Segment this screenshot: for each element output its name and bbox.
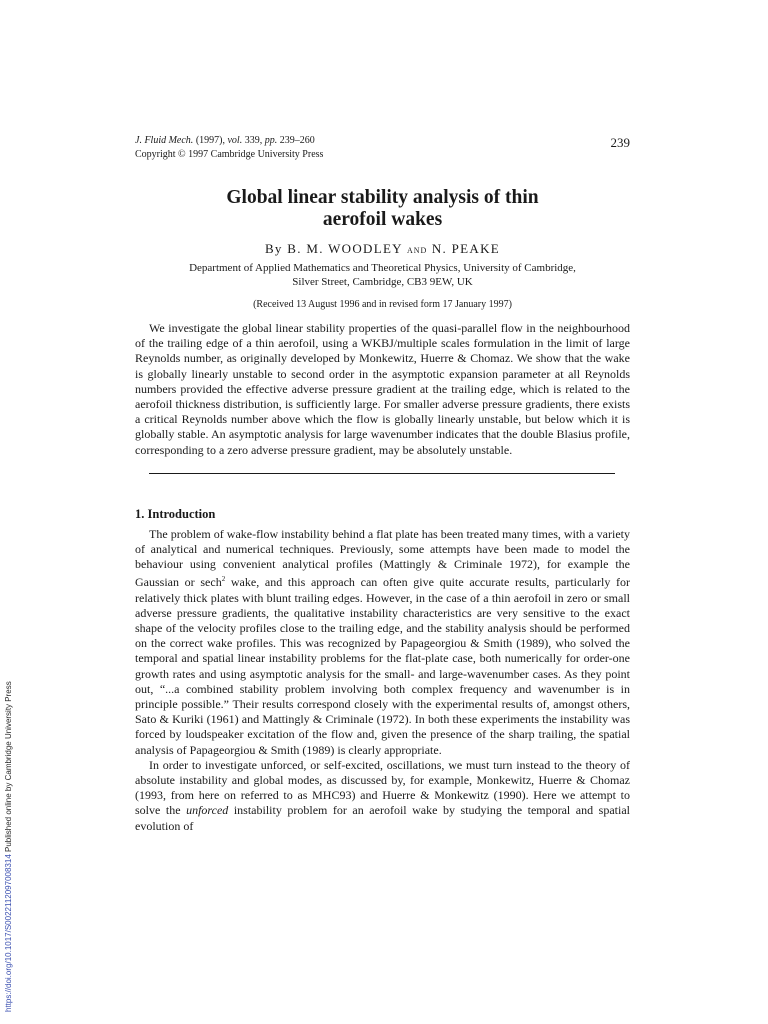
affiliation-line-1: Department of Applied Mathematics and Theoretical Physics, University of Cambridge, <box>189 262 576 274</box>
author-conjunction: and <box>406 242 428 256</box>
author-first: By B. M. WOODLEY <box>264 241 407 256</box>
page-number: 239 <box>610 135 630 150</box>
journal-vol-num: 339, <box>242 135 265 146</box>
paper-title <box>135 187 630 231</box>
journal-vol-label: vol. <box>227 135 243 146</box>
publisher-note: Published online by Cambridge University Press <box>4 681 13 855</box>
para2-text-a: In order to investigate unforced, or self-excited, oscillations, we must turn instead to the theory of absolute instability and global modes, as discussed by, for example, Monkewitz, Huerre & Chomaz (1993, from here on referred to as MHC93) and Huerre & Monkewitz (1990). Here we attempt to solve the <box>135 757 630 818</box>
author-line <box>135 241 630 257</box>
section-heading-introduction: 1. Introduction <box>135 506 216 521</box>
abstract: We investigate the global linear stability properties of the quasi-parallel flow in the neighbourhood of the trailing edge of a thin aerofoil, using a WKBJ/multiple scales formulation in the limit of large Reynolds number, as originally developed by Monkewitz, Huerre & Chomaz. We show that the wake is globally linearly unstable to second order in the asymptotic expansion parameter at all Reynolds numbers provided the effective adverse pressure gradient at the trailing edge, which is related to the aerofoil thickness distribution, is sufficiently large. For smaller adverse pressure gradients, there exists a critical Reynolds number above which the flow is globally linearly unstable, but below which it is globally stable. An asymptotic analysis for large wavenumber indicates that the double Blasius profile, corresponding to a zero adverse pressure gradient, may be absolutely unstable. <box>135 321 630 457</box>
received-dates: (Received 13 August 1996 and in revised form 17 January 1997) <box>253 299 512 310</box>
introduction-paragraph-1 <box>135 527 630 758</box>
para1-text-b: wake, and this approach can often give quite accurate results, particularly for relatively thick plates with blunt trailing edges. However, in the case of a thin aerofoil in zero or small adverse pressure gradients, the qualitative instability characteristics are very sensitive to the exact shape of the velocity profiles close to the trailing edge, and the stability analysis should be performed on the correct wake profiles. This was recognized by Papageorgiou & Smith (1989), who solved the temporal and spatial linear instability problems for the flat-plate case, both numerically for order-one growth rates and using asymptotic analysis for the small- and large-wavenumber cases. As they point out, “...a combined stability problem involving both complex frequency and wavenumber is in principle possible.” Their results correspond closely with the experimental results of, amongst others, Sato & Kuriki (1961) and Mattingly & Criminale (1972). In both these experiments the instability was forced by loudspeaker excitation of the flow and, given the presence of the sharp trailing, the spatial analysis of Papageorgiou & Smith (1989) is clearly appropriate. <box>135 575 631 757</box>
introduction-paragraph-2 <box>135 758 630 834</box>
para2-emphasis: unforced <box>186 803 229 818</box>
journal-citation <box>135 134 323 148</box>
journal-pp-label: pp. <box>264 135 278 146</box>
title-line-2: aerofoil wakes <box>322 209 443 230</box>
para1-superscript: 2 <box>221 575 226 584</box>
journal-name: J. Fluid Mech. <box>135 135 194 146</box>
doi-link[interactable]: https://doi.org/10.1017/S0022112097008314 <box>4 854 13 1012</box>
journal-info <box>135 134 323 162</box>
journal-year: (1997), <box>193 135 228 146</box>
para1-text-a: The problem of wake-flow instability behind a flat plate has been treated many times, with a variety of analytical and numerical techniques. Previously, some attempts have been made to model the behaviour using convenient analytical profiles (Mattingly & Criminale 1972), for example the Gaussian or sech <box>135 526 630 590</box>
para2-text-b: instability problem for an aerofoil wake by studying the temporal and spatial evolution of <box>135 803 630 833</box>
paper-page <box>135 134 630 834</box>
abstract-divider <box>149 473 615 474</box>
author-second: N. PEAKE <box>427 241 501 256</box>
affiliation-line-2: Silver Street, Cambridge, CB3 9EW, UK <box>292 275 473 288</box>
running-header <box>135 134 630 162</box>
title-line-1: Global linear stability analysis of thin <box>226 187 539 208</box>
sidebar-doi-note <box>4 682 13 1012</box>
journal-pages: 239–260 <box>277 135 315 146</box>
affiliation <box>135 262 630 289</box>
copyright-line: Copyright © 1997 Cambridge University Press <box>135 149 324 160</box>
